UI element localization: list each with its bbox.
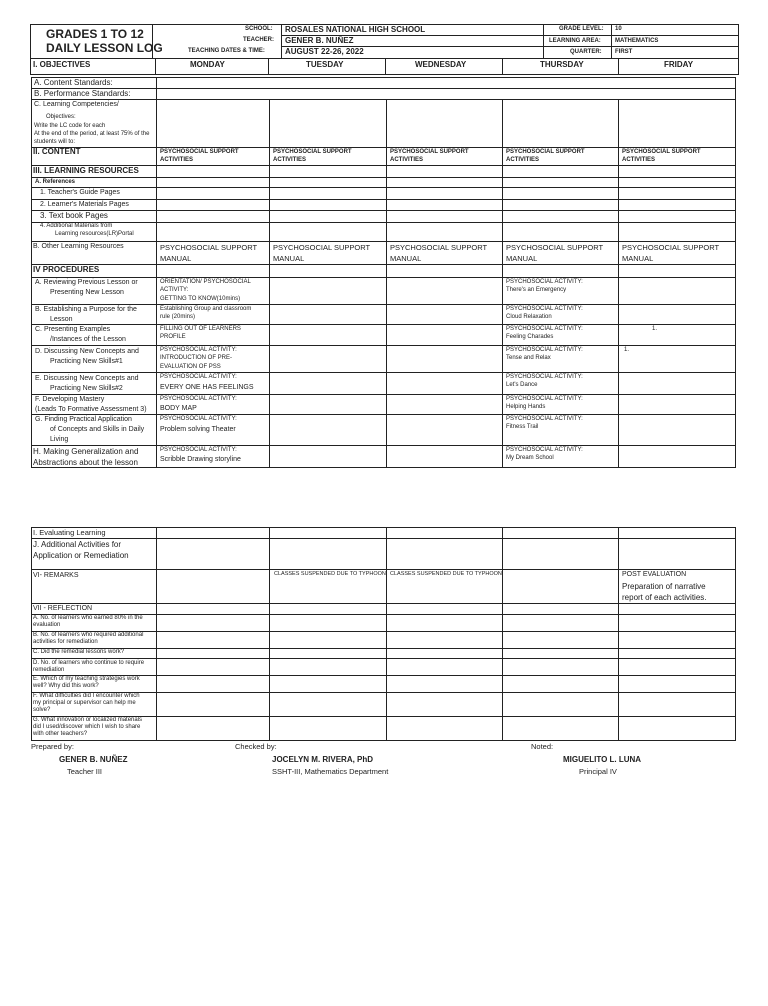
checked-title: SSHT-III, Mathematics Department xyxy=(272,767,389,776)
proc-h-thu-2: My Dream School xyxy=(506,455,554,461)
manual-wed-1: PSYCHOSOCIAL SUPPORT xyxy=(390,243,488,252)
label-additional-1: 4. Additional Materials from xyxy=(40,223,113,229)
proc-c-label-2: /Instances of the Lesson xyxy=(50,336,126,343)
proc-g-mon-1: PSYCHOSOCIAL ACTIVITY: xyxy=(160,416,237,422)
refl-g-1: G. What innovation or localized materials xyxy=(33,717,143,723)
content-tue-2: ACTIVITIES xyxy=(273,157,307,163)
noted-label: Noted: xyxy=(531,742,554,751)
dates-value: AUGUST 22-26, 2022 xyxy=(285,47,364,56)
label-additional-activities-1: J. Additional Activities for xyxy=(33,540,122,549)
day-wednesday: WEDNESDAY xyxy=(415,60,467,69)
noted-title: Principal IV xyxy=(579,767,617,776)
prepared-label: Prepared by: xyxy=(31,742,74,751)
label-competencies-2: Objectives: xyxy=(46,114,76,120)
remarks-tue: CLASSES SUSPENDED DUE TO TYPHOON xyxy=(274,571,386,577)
proc-e-mon-1: PSYCHOSOCIAL ACTIVITY: xyxy=(160,374,237,380)
proc-a-label-2: Presenting New Lesson xyxy=(50,289,124,296)
proc-g-thu-1: PSYCHOSOCIAL ACTIVITY: xyxy=(506,416,583,422)
label-additional-2: Learning resources(LR)Portal xyxy=(55,231,134,237)
refl-e-2: well? Why did this work? xyxy=(33,683,99,689)
proc-h-label-2: Abstractions about the lesson xyxy=(33,458,138,467)
proc-a-mon-3: GETTING TO KNOW(10mins) xyxy=(160,296,241,302)
proc-b-mon-1: Establishing Group and classroom xyxy=(160,306,252,312)
title-line-1: GRADES 1 TO 12 xyxy=(46,27,144,41)
proc-c-thu-2: Feeling Charades xyxy=(506,334,554,340)
proc-h-mon-1: PSYCHOSOCIAL ACTIVITY: xyxy=(160,447,237,453)
refl-d-2: remediation xyxy=(33,667,65,673)
proc-d-mon-3: EVALUATION OF PSS xyxy=(160,364,221,370)
proc-f-thu-1: PSYCHOSOCIAL ACTIVITY: xyxy=(506,396,583,402)
proc-f-mon-2: BODY MAP xyxy=(160,405,197,412)
proc-c-thu-1: PSYCHOSOCIAL ACTIVITY: xyxy=(506,326,583,332)
proc-d-label-2: Practicing New Skills#1 xyxy=(50,358,123,365)
proc-e-thu-1: PSYCHOSOCIAL ACTIVITY: xyxy=(506,374,583,380)
proc-f-mon-1: PSYCHOSOCIAL ACTIVITY: xyxy=(160,396,237,402)
quarter-value: FIRST xyxy=(615,49,633,55)
label-competencies-4: At the end of the period, at least 75% of the xyxy=(34,131,150,137)
refl-f-2: my principal or supervisor can help me xyxy=(33,700,136,706)
refl-b-1: B. No. of learners who required additional xyxy=(33,632,144,638)
objectives-heading: I. OBJECTIVES xyxy=(33,60,91,69)
refl-d-1: D. No. of learners who continue to require xyxy=(33,660,145,666)
manual-thu-2: MANUAL xyxy=(506,254,538,263)
checked-label: Checked by: xyxy=(235,742,277,751)
proc-d-thu-1: PSYCHOSOCIAL ACTIVITY: xyxy=(506,347,583,353)
proc-g-mon-2: Problem solving Theater xyxy=(160,426,236,433)
proc-d-mon-1: PSYCHOSOCIAL ACTIVITY: xyxy=(160,347,237,353)
proc-g-label-3: Living xyxy=(50,436,69,443)
refl-f-1: F. What difficulties did I encounter which xyxy=(33,693,140,699)
proc-g-label-1: G. Finding Practical Application xyxy=(35,416,132,423)
proc-a-thu-1: PSYCHOSOCIAL ACTIVITY: xyxy=(506,279,583,285)
day-friday: FRIDAY xyxy=(664,60,694,69)
proc-d-label-1: D. Discussing New Concepts and xyxy=(35,348,139,355)
label-competencies-1: C. Learning Competencies/ xyxy=(34,101,119,108)
manual-fri-1: PSYCHOSOCIAL SUPPORT xyxy=(622,243,720,252)
label-content-standards: A. Content Standards: xyxy=(34,78,113,87)
proc-f-label-1: F. Developing Mastery xyxy=(35,396,105,403)
proc-g-thu-2: Fitness Trail xyxy=(506,424,539,430)
refl-c-1: C. Did the remedial lessons work? xyxy=(33,649,125,655)
area-value: MATHEMATICS xyxy=(615,38,659,44)
manual-wed-2: MANUAL xyxy=(390,254,422,263)
noted-name: MIGUELITO L. LUNA xyxy=(563,755,642,764)
manual-tue-1: PSYCHOSOCIAL SUPPORT xyxy=(273,243,371,252)
label-guide: 1. Teacher's Guide Pages xyxy=(40,189,120,196)
content-tue-1: PSYCHOSOCIAL SUPPORT xyxy=(273,149,352,155)
label-references: A. References xyxy=(35,179,76,185)
manual-mon-1: PSYCHOSOCIAL SUPPORT xyxy=(160,243,258,252)
label-additional-activities-2: Application or Remediation xyxy=(33,551,129,560)
quarter-label: QUARTER: xyxy=(570,49,602,55)
teacher-value: GENER B. NUÑEZ xyxy=(285,36,354,45)
proc-a-thu-2: There's an Emergency xyxy=(506,287,567,293)
content-thu-2: ACTIVITIES xyxy=(506,157,540,163)
day-monday: MONDAY xyxy=(190,60,225,69)
refl-f-3: solve? xyxy=(33,707,51,713)
label-reflection: VII - REFLECTION xyxy=(33,605,93,612)
proc-c-label-1: C. Presenting Examples xyxy=(35,326,111,333)
refl-e-1: E. Which of my teaching strategies work xyxy=(33,676,140,682)
content-wed-2: ACTIVITIES xyxy=(390,157,424,163)
label-procedures: IV PROCEDURES xyxy=(33,265,100,274)
remarks-fri-1: POST EVALUATION xyxy=(622,571,687,578)
content-fri-2: ACTIVITIES xyxy=(622,157,656,163)
proc-b-mon-2: rule (20mins) xyxy=(160,314,196,320)
label-competencies-5: students will to: xyxy=(34,139,76,145)
refl-g-2: did I used/discover which I wish to share xyxy=(33,724,141,730)
label-materials: 2. Learner's Materials Pages xyxy=(40,201,129,208)
school-label: SCHOOL: xyxy=(245,26,273,32)
content-mon-1: PSYCHOSOCIAL SUPPORT xyxy=(160,149,239,155)
proc-c-mon-2: PROFILE xyxy=(160,334,186,340)
refl-g-3: with other teachers? xyxy=(33,731,88,737)
proc-g-label-2: of Concepts and Skills in Daily xyxy=(50,426,145,433)
checked-name: JOCELYN M. RIVERA, PhD xyxy=(272,755,374,764)
label-performance-standards: B. Performance Standards: xyxy=(34,89,131,98)
refl-a-1: A. No. of learners who earned 80% in the xyxy=(33,615,143,621)
proc-e-mon-2: EVERY ONE HAS FEELINGS xyxy=(160,384,254,391)
proc-e-label-2: Practicing New Skills#2 xyxy=(50,385,123,392)
refl-b-2: activities for remediation xyxy=(33,639,98,645)
proc-h-mon-2: Scribble Drawing storyline xyxy=(160,456,241,463)
dates-label: TEACHING DATES & TIME: xyxy=(188,48,265,54)
remarks-fri-3: report of each activities. xyxy=(622,593,707,602)
proc-a-mon-1: ORIENTATION/ PSYCHOSOCIAL xyxy=(160,279,251,285)
label-other-resources: B. Other Learning Resources xyxy=(33,243,124,250)
proc-c-fri-num: 1. xyxy=(652,326,658,332)
proc-c-mon-1: FILLING OUT OF LEARNERS xyxy=(160,326,241,332)
proc-b-label-2: Lesson xyxy=(50,316,73,323)
proc-e-thu-2: Let's Dance xyxy=(506,382,538,388)
proc-d-thu-2: Tense and Relax xyxy=(506,355,551,361)
manual-tue-2: MANUAL xyxy=(273,254,305,263)
remarks-wed: CLASSES SUSPENDED DUE TO TYPHOON xyxy=(390,571,502,577)
prepared-title: Teacher III xyxy=(67,767,103,776)
proc-d-mon-2: INTRODUCTION OF PRE- xyxy=(160,355,232,361)
label-evaluating: I. Evaluating Learning xyxy=(33,528,106,537)
school-value: ROSALES NATIONAL HIGH SCHOOL xyxy=(285,25,426,34)
manual-fri-2: MANUAL xyxy=(622,254,654,263)
content-fri-1: PSYCHOSOCIAL SUPPORT xyxy=(622,149,701,155)
manual-mon-2: MANUAL xyxy=(160,254,192,263)
manual-thu-1: PSYCHOSOCIAL SUPPORT xyxy=(506,243,604,252)
title-line-2: DAILY LESSON LOG xyxy=(46,41,163,55)
content-mon-2: ACTIVITIES xyxy=(160,157,194,163)
proc-h-label-1: H. Making Generalization and xyxy=(33,447,139,456)
refl-a-2: evaluation xyxy=(33,622,61,628)
proc-b-label-1: B. Establishing a Purpose for the xyxy=(35,306,137,313)
content-thu-1: PSYCHOSOCIAL SUPPORT xyxy=(506,149,585,155)
teacher-label: TEACHER: xyxy=(243,37,274,43)
proc-a-label-1: A. Reviewing Previous Lesson or xyxy=(35,279,138,286)
proc-b-thu-2: Cloud Relaxation xyxy=(506,314,552,320)
proc-f-label-2: (Leads To Formative Assessment 3) xyxy=(35,406,147,413)
content-wed-1: PSYCHOSOCIAL SUPPORT xyxy=(390,149,469,155)
remarks-fri-2: Preparation of narrative xyxy=(622,582,706,591)
proc-h-thu-1: PSYCHOSOCIAL ACTIVITY: xyxy=(506,447,583,453)
label-content: II. CONTENT xyxy=(33,147,81,156)
label-textbook: 3. Text book Pages xyxy=(40,211,108,220)
day-thursday: THURSDAY xyxy=(540,60,584,69)
label-remarks: VI- REMARKS xyxy=(33,572,79,579)
day-tuesday: TUESDAY xyxy=(306,60,344,69)
proc-f-thu-2: Helping Hands xyxy=(506,404,546,410)
label-resources: III. LEARNING RESOURCES xyxy=(33,166,139,175)
grade-value: 10 xyxy=(615,26,622,32)
proc-a-mon-2: ACTIVITY: xyxy=(160,287,189,293)
label-competencies-3: Write the LC code for each xyxy=(34,123,106,129)
grade-label: GRADE LEVEL: xyxy=(559,26,604,32)
area-label: LEARNING AREA: xyxy=(549,38,601,44)
proc-d-fri-num: 1. xyxy=(624,347,630,353)
proc-e-label-1: E. Discussing New Concepts and xyxy=(35,375,139,382)
prepared-name: GENER B. NUÑEZ xyxy=(59,755,128,764)
proc-b-thu-1: PSYCHOSOCIAL ACTIVITY: xyxy=(506,306,583,312)
